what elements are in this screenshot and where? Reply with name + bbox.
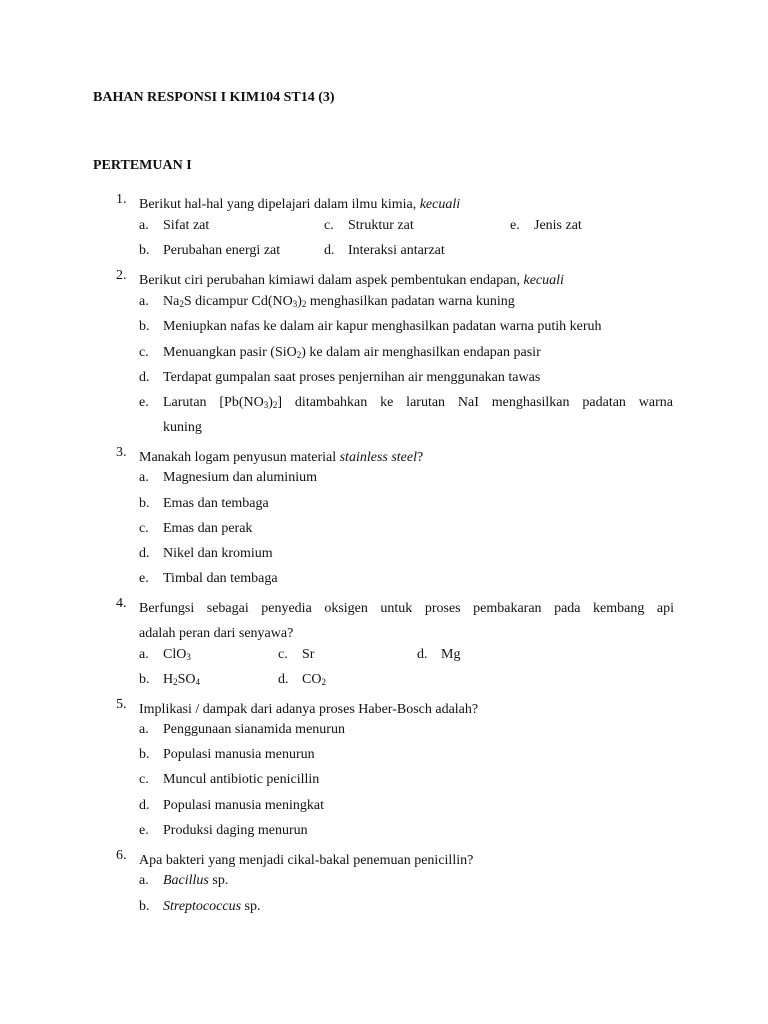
option[interactable]: c. Emas dan perak bbox=[139, 521, 253, 536]
option[interactable]: a. Sifat zat bbox=[139, 218, 210, 233]
question-text: Apa bakteri yang menjadi cikal-bakal penemuan penicillin? bbox=[139, 853, 474, 868]
option[interactable]: e. Larutan $[Pb(NO_3)_2]$ ditambahkan ke larutan NaI menghasilkan padatan warna bbox=[139, 395, 673, 410]
question-text: Berikut hal-hal yang dipelajari dalam ilmu kimia, kecuali bbox=[139, 197, 461, 212]
option[interactable]: e. Produksi daging menurun bbox=[139, 823, 308, 838]
option[interactable]: b. Meniupkan nafas ke dalam air kapur menghasilkan padatan warna putih keruh bbox=[139, 319, 602, 334]
option[interactable]: d. Populasi manusia meningkat bbox=[139, 798, 324, 813]
question-number: 1. bbox=[116, 192, 127, 207]
option[interactable]: d. $CO_2$ bbox=[278, 672, 326, 687]
option[interactable]: b. Populasi manusia menurun bbox=[139, 747, 315, 762]
question-number: 4. bbox=[116, 596, 127, 611]
option[interactable]: a. $Na_2S$ dicampur $Cd(NO_3)_2$ menghasilkan padatan warna kuning bbox=[139, 294, 515, 309]
option[interactable]: d. Nikel dan kromium bbox=[139, 546, 273, 561]
option[interactable]: a. ClO$_3$ bbox=[139, 647, 191, 662]
question-number: 3. bbox=[116, 445, 127, 460]
option[interactable]: e. Timbal dan tembaga bbox=[139, 571, 278, 586]
option[interactable]: a. Magnesium dan aluminium bbox=[139, 470, 317, 485]
question-text: Implikasi / dampak dari adanya proses Haber-Bosch adalah? bbox=[139, 702, 479, 717]
option[interactable]: b. Emas dan tembaga bbox=[139, 496, 269, 511]
option[interactable]: c. Sr bbox=[278, 647, 315, 662]
option[interactable]: c. Muncul antibiotic penicillin bbox=[139, 772, 320, 787]
option[interactable]: b. Streptococcus sp. bbox=[139, 899, 261, 914]
question-text: Manakah logam penyusun material stainless steel? bbox=[139, 450, 424, 465]
option-continuation: kuning bbox=[163, 420, 202, 435]
question-number: 5. bbox=[116, 697, 127, 712]
section-heading: PERTEMUAN I bbox=[93, 158, 192, 173]
option[interactable]: a. Penggunaan sianamida menurun bbox=[139, 722, 345, 737]
option[interactable]: c. Struktur zat bbox=[324, 218, 414, 233]
option[interactable]: d. Interaksi antarzat bbox=[324, 243, 445, 258]
document-title: BAHAN RESPONSI I KIM104 ST14 (3) bbox=[93, 90, 335, 105]
question-text: Berikut ciri perubahan kimiawi dalam aspek pembentukan endapan, kecuali bbox=[139, 273, 564, 288]
question-number: 6. bbox=[116, 848, 127, 863]
question-number: 2. bbox=[116, 268, 127, 283]
option[interactable]: c. Menuangkan pasir (SiO$_2$) ke dalam air menghasilkan endapan pasir bbox=[139, 345, 541, 360]
question-text: Berfungsi sebagai penyedia oksigen untuk proses pembakaran pada kembang api adalah peran dari senyawa? bbox=[139, 601, 674, 641]
option[interactable]: b. Perubahan energi zat bbox=[139, 243, 281, 258]
option[interactable]: b. $H_2SO_4$ bbox=[139, 672, 201, 687]
option[interactable]: e. Jenis zat bbox=[510, 218, 582, 233]
option[interactable]: d. Mg bbox=[417, 647, 461, 662]
option[interactable]: d. Terdapat gumpalan saat proses penjernihan air menggunakan tawas bbox=[139, 370, 541, 385]
option[interactable]: a. Bacillus sp. bbox=[139, 873, 229, 888]
